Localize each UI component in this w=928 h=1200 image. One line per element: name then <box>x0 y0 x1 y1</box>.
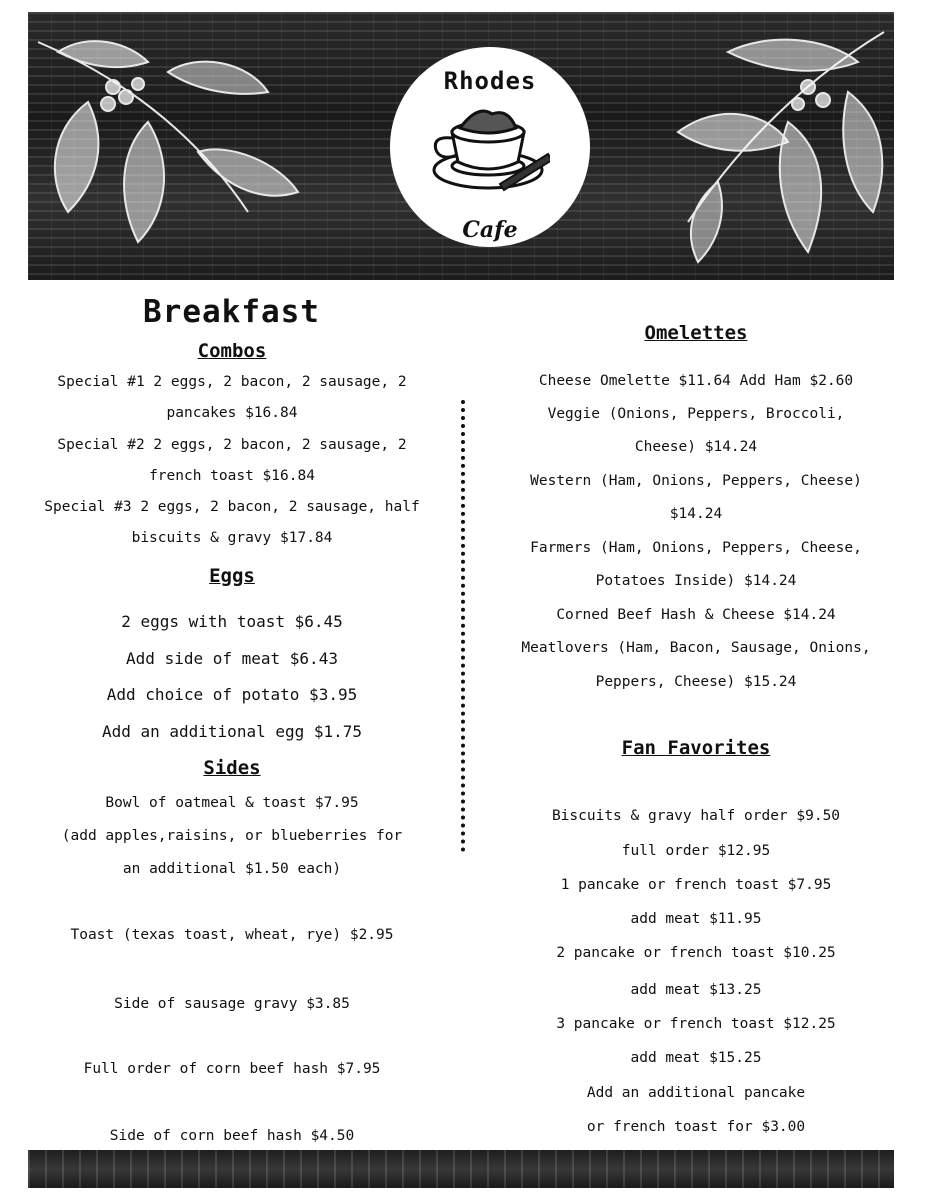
logo-subtitle: Cafe <box>462 217 518 243</box>
menu-item: Bowl of oatmeal & toast $7.95 <box>105 795 359 811</box>
menu-item: or french toast for $3.00 <box>586 1119 806 1135</box>
fan-favorites-heading: Fan Favorites <box>621 737 771 759</box>
menu-item: 3 pancake or french toast $12.25 <box>556 1016 836 1032</box>
menu-item: Full order of corn beef hash $7.95 <box>83 1061 381 1077</box>
sides-heading: Sides <box>203 757 261 779</box>
omelettes-heading: Omelettes <box>644 322 748 344</box>
menu-item: Corned Beef Hash & Cheese $14.24 <box>556 607 836 623</box>
cafe-logo <box>390 47 590 247</box>
menu-item: (add apples,raisins, or blueberries for <box>61 828 403 844</box>
logo-name: Rhodes <box>443 67 537 95</box>
menu-item: add meat $15.25 <box>630 1050 762 1066</box>
menu-item: Western (Ham, Onions, Peppers, Cheese) <box>530 473 862 489</box>
footer-banner <box>28 1150 894 1188</box>
column-divider <box>461 400 465 852</box>
menu-item: Cheese) $14.24 <box>634 439 758 455</box>
menu-item: Add side of meat $6.43 <box>126 649 338 668</box>
menu-item: Side of sausage gravy $3.85 <box>114 996 350 1012</box>
menu-item: Meatlovers (Ham, Bacon, Sausage, Onions, <box>521 640 871 656</box>
header-banner <box>28 12 894 280</box>
menu-item: biscuits & gravy $17.84 <box>131 530 333 546</box>
eggs-heading: Eggs <box>209 565 255 587</box>
menu-item: add meat $13.25 <box>630 982 762 998</box>
menu-item: Add an additional pancake <box>586 1085 806 1101</box>
menu-item: Add an additional egg $1.75 <box>101 722 363 741</box>
menu-item: $14.24 <box>669 506 723 522</box>
menu-item: Special #1 2 eggs, 2 bacon, 2 sausage, 2 <box>57 374 407 390</box>
menu-item: add meat $11.95 <box>630 911 762 927</box>
menu-item: Toast (texas toast, wheat, rye) $2.95 <box>70 927 394 943</box>
menu-item: Side of corn beef hash $4.50 <box>109 1128 355 1144</box>
menu-item: french toast $16.84 <box>149 468 315 484</box>
menu-item: Special #3 2 eggs, 2 bacon, 2 sausage, half <box>44 499 420 515</box>
menu-item: Cheese Omelette $11.64 Add Ham $2.60 <box>538 373 854 389</box>
menu-item: Veggie (Onions, Peppers, Broccoli, <box>547 406 845 422</box>
coffee-cup-icon <box>430 102 550 197</box>
menu-item: 2 eggs with toast $6.45 <box>121 612 343 631</box>
menu-title: Breakfast <box>143 294 320 330</box>
menu-item: Farmers (Ham, Onions, Peppers, Cheese, <box>530 540 862 556</box>
menu-item: Biscuits & gravy half order $9.50 <box>551 808 841 824</box>
menu-item: Potatoes Inside) $14.24 <box>595 573 797 589</box>
menu-item: pancakes $16.84 <box>166 405 298 421</box>
combos-heading: Combos <box>197 340 267 362</box>
menu-item: Peppers, Cheese) $15.24 <box>595 674 797 690</box>
menu-item: 2 pancake or french toast $10.25 <box>556 945 836 961</box>
menu-item: full order $12.95 <box>621 843 771 859</box>
menu-item: Special #2 2 eggs, 2 bacon, 2 sausage, 2 <box>57 437 407 453</box>
menu-item: 1 pancake or french toast $7.95 <box>560 877 832 893</box>
menu-item: an additional $1.50 each) <box>122 861 342 877</box>
menu-item: Add choice of potato $3.95 <box>106 685 358 704</box>
